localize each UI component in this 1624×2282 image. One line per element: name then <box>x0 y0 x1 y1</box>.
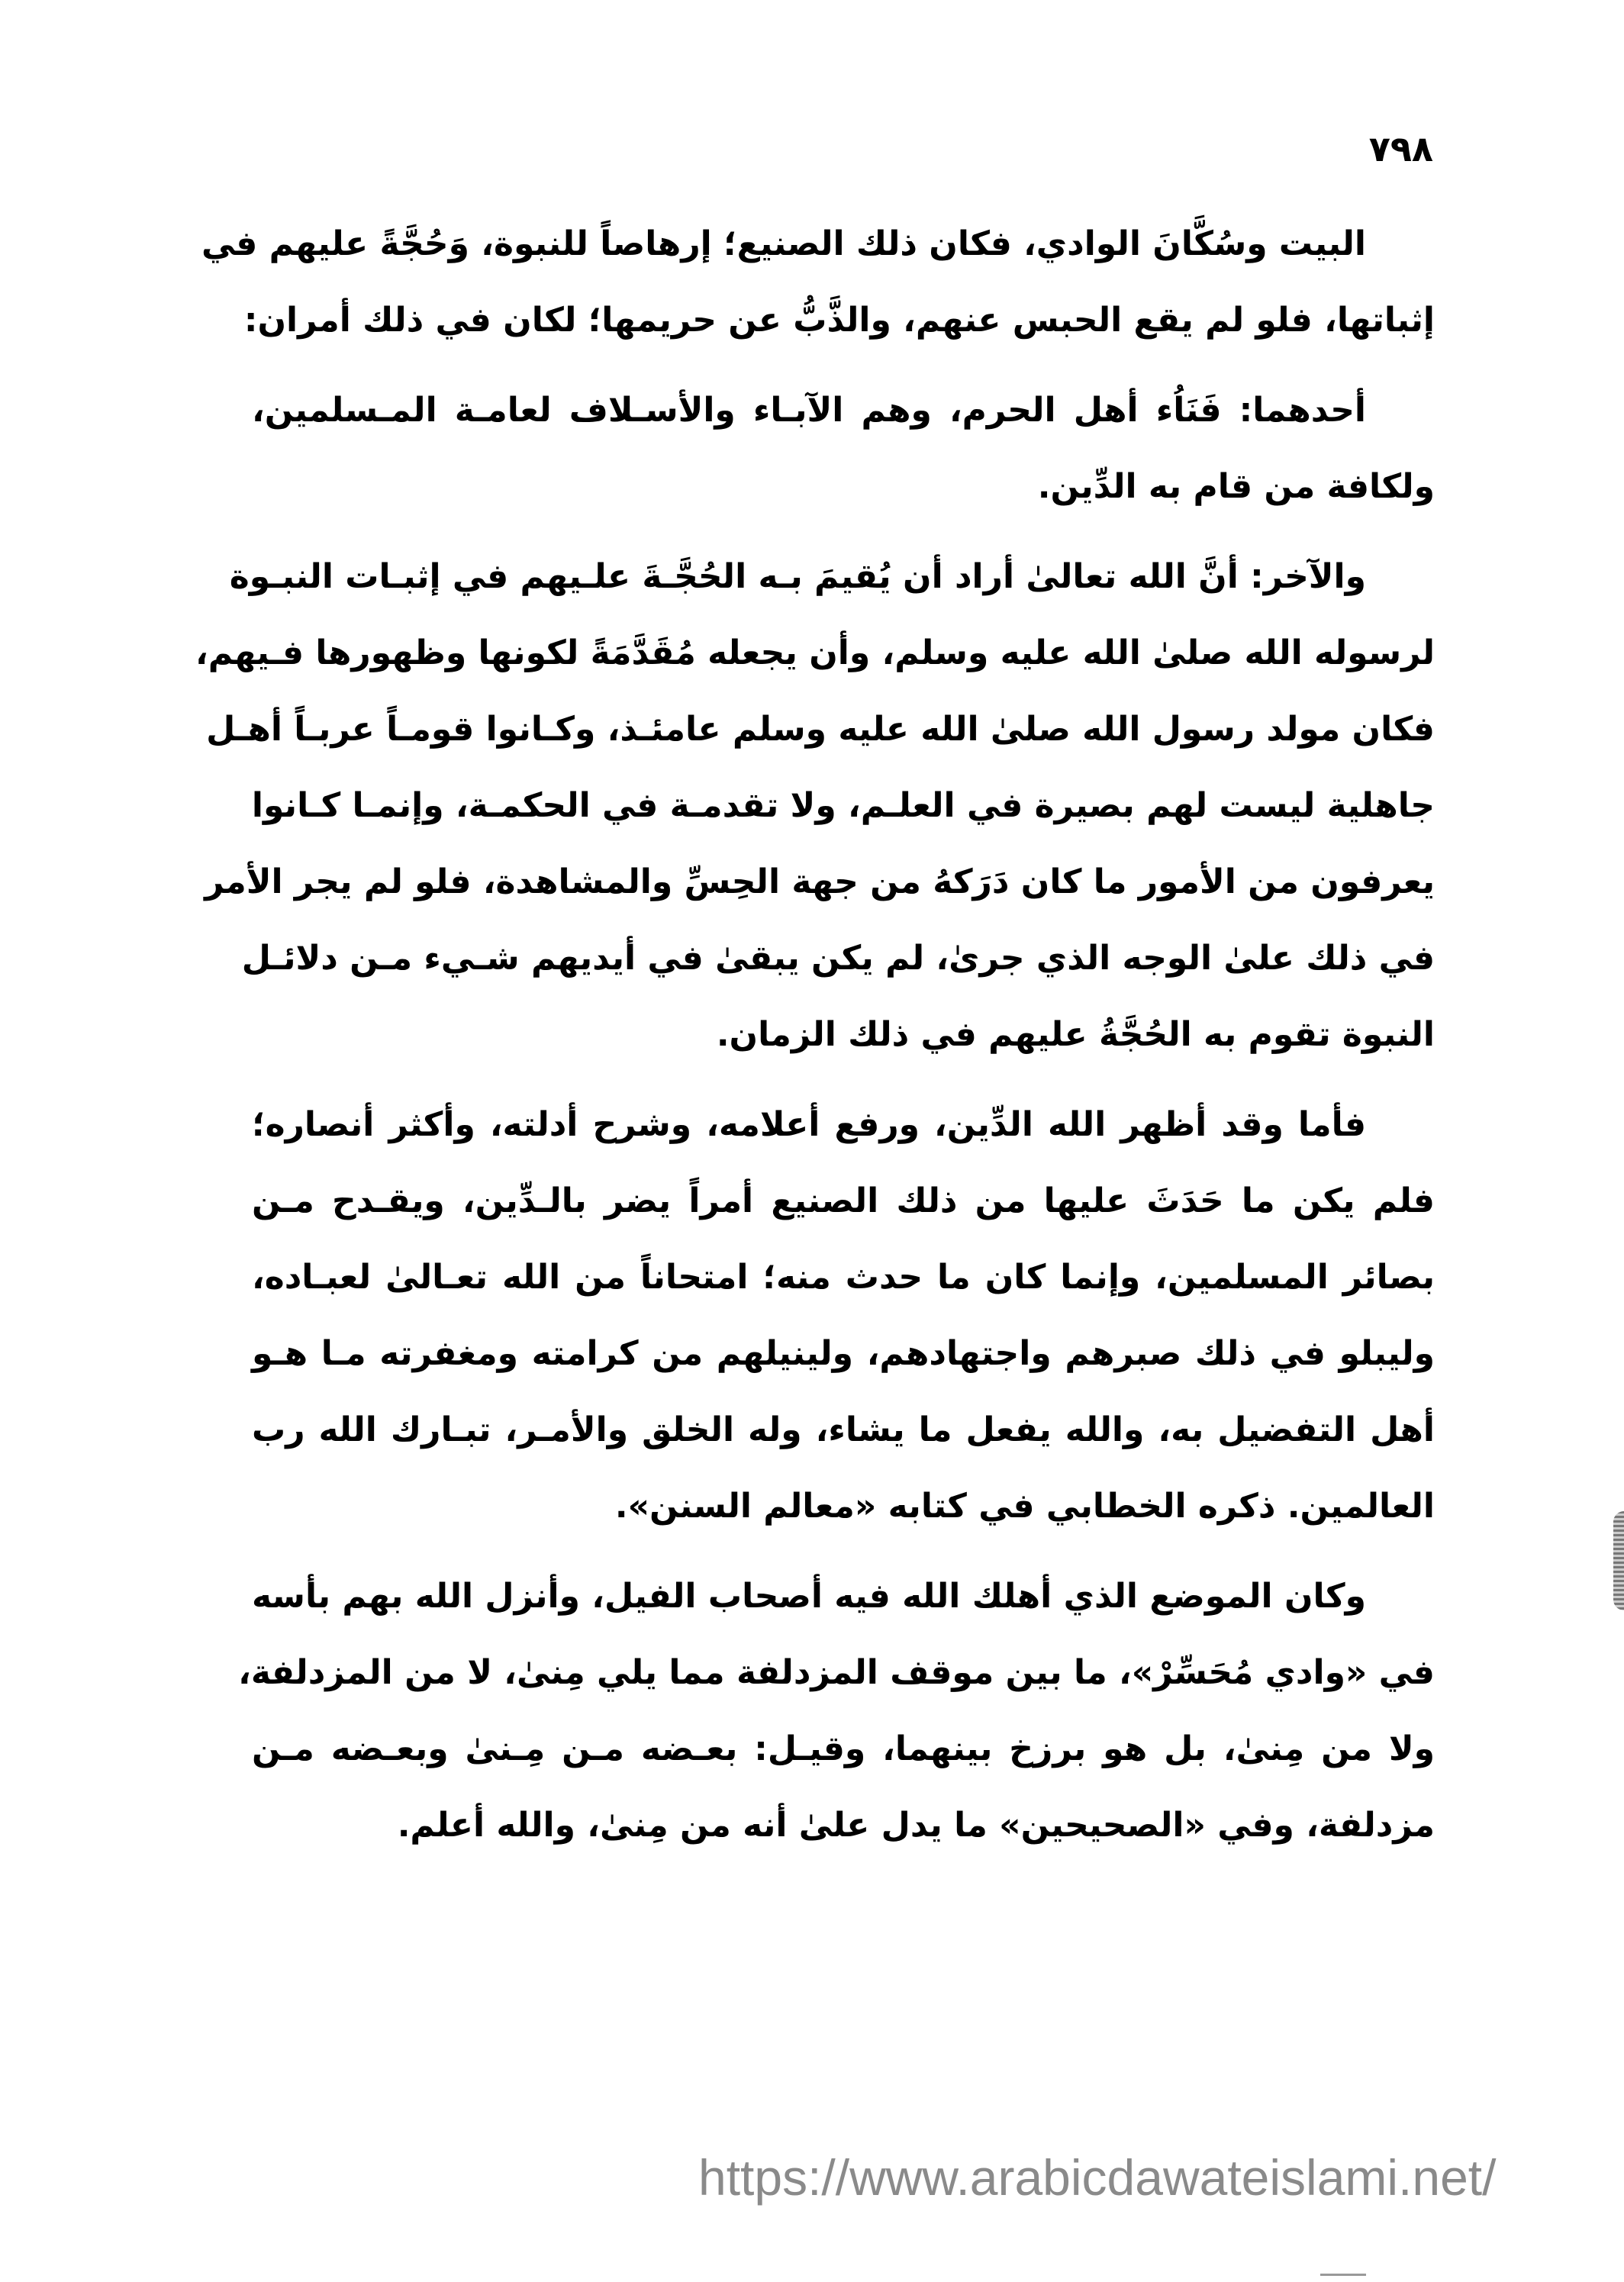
text-line: أهل التفضيل به، والله يفعل ما يشاء، وله الخلق والأمـر، تبـارك الله رب <box>252 1410 1435 1449</box>
text-line: يعرفون من الأمور ما كان دَرَكهُ من جهة الحِسِّ والمشاهدة، فلو لم يجر الأمر <box>205 862 1435 901</box>
bottom-rule <box>1320 2274 1366 2276</box>
paragraph <box>252 1087 1435 1545</box>
text-line: جاهلية ليست لهم بصيرة في العلـم، ولا تقدمـة في الحكمـة، وإنمـا كـانوا <box>251 786 1435 825</box>
paragraph <box>252 372 1435 525</box>
text-line: العالمين. ذكره الخطابي في كتابه «معالم السنن». <box>614 1487 1435 1526</box>
text-line: فأما وقد أظهر الله الدِّين، ورفع أعلامه، وشرح أدلته، وأكثر أنصاره؛ <box>252 1105 1366 1144</box>
page-number: ٧٩٨ <box>1368 128 1433 169</box>
text-line: بصائر المسلمين، وإنما كان ما حدث منه؛ امتحاناً من الله تعـالىٰ لعبـاده، <box>252 1258 1435 1297</box>
text-line: النبوة تقوم به الحُجَّةُ عليهم في ذلك الزمان. <box>716 1015 1435 1054</box>
page-body-text <box>195 206 1435 1877</box>
text-line: مزدلفة، وفي «الصحيحين» ما يدل علىٰ أنه من مِنىٰ، والله أعلم. <box>397 1806 1435 1845</box>
paragraph <box>238 1558 1435 1864</box>
text-line: وكان الموضع الذي أهلك الله فيه أصحاب الفيل، وأنزل الله بهم بأسه <box>252 1577 1366 1616</box>
text-line: أحدهما: فَنَاُء أهل الحرم، وهم الآبـاء والأسـلاف لعامـة المـسلمين، <box>252 391 1366 430</box>
text-line: وليبلو في ذلك صبرهم واجتهادهم، ولينيلهم من كرامته ومغفرته مـا هـو <box>252 1334 1435 1373</box>
text-line: إثباتها، فلو لم يقع الحبس عنهم، والذَّبُّ عن حريمها؛ لكان في ذلك أمران: <box>243 301 1435 340</box>
website-watermark: https://www.arabicdawateislami.net/ <box>698 2149 1497 2206</box>
paragraph <box>195 539 1435 1073</box>
text-line: فلم يكن ما حَدَثَ عليها من ذلك الصنيع أمراً يضر بالـدِّين، ويقـدح مـن <box>252 1181 1435 1220</box>
text-line: فكان مولد رسول الله صلىٰ الله عليه وسلم عامئـذ، وكـانوا قومـاً عربـاً أهـل <box>206 710 1435 749</box>
text-line: ولا من مِنىٰ، بل هو برزخ بينهما، وقيـل: بعـضه مـن مِـنىٰ وبعـضه مـن <box>252 1729 1435 1768</box>
text-line: في «وادي مُحَسِّرْ»، ما بين موقف المزدلفة مما يلي مِنىٰ، لا من المزدلفة، <box>238 1653 1435 1692</box>
text-line: والآخر: أنَّ الله تعالىٰ أراد أن يُقيمَ بـه الحُجَّـةَ علـيهم في إثبـات النبـوة <box>229 557 1366 596</box>
text-line: البيت وسُكَّانَ الوادي، فكان ذلك الصنيع؛ إرهاصاً للنبوة، وَحُجَّةً عليهم في <box>201 224 1366 263</box>
text-line: ولكافة من قام به الدِّين. <box>1037 467 1435 506</box>
paragraph <box>201 206 1435 359</box>
page-edge-mark <box>1613 1511 1624 1610</box>
text-line: لرسوله الله صلىٰ الله عليه وسلم، وأن يجعله مُقَدَّمَةً لكونها وظهورها فـيهم، <box>195 633 1435 672</box>
text-line: في ذلك علىٰ الوجه الذي جرىٰ، لم يكن يبقىٰ في أيديهم شـيء مـن دلائـل <box>241 939 1435 978</box>
